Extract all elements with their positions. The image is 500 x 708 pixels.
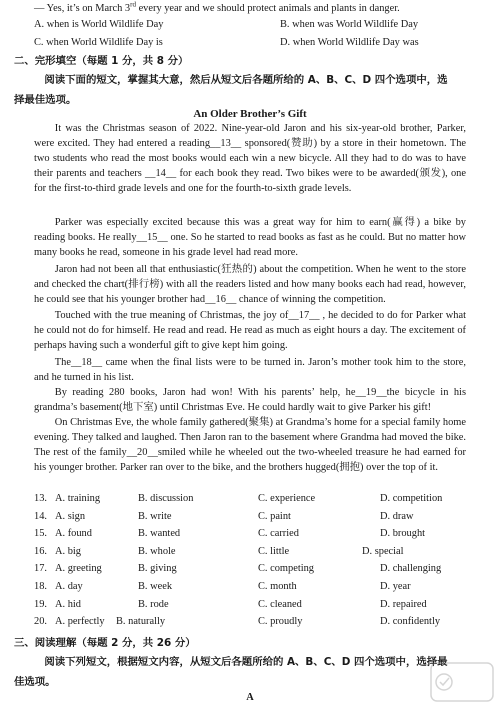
question-number: 18. — [34, 581, 47, 592]
question-number: 16. — [34, 545, 47, 557]
answer-option[interactable]: C. little — [258, 545, 290, 557]
question-row — [0, 509, 500, 524]
answer-option[interactable]: A. big — [55, 545, 81, 557]
answer-option[interactable]: C. experience — [258, 493, 316, 504]
answer-option[interactable]: C. proudly — [258, 616, 303, 628]
answer-option[interactable]: B. naturally — [116, 616, 166, 628]
section-heading: 二、完形填空（每题 1 分，共 8 分） — [14, 55, 189, 67]
question-row — [0, 561, 500, 576]
question-number: 14. — [34, 510, 47, 522]
answer-option[interactable]: D. repaired — [380, 598, 427, 610]
part-letter: A — [246, 692, 254, 703]
answer-option[interactable]: B. giving — [138, 563, 177, 575]
question-row — [0, 491, 500, 506]
answer-option[interactable]: A. found — [55, 528, 92, 540]
dialog-line: — Yes, it’s on March 3rd every year and we should protect animals and plants in danger. — [34, 0, 400, 14]
answer-option[interactable]: B. write — [138, 510, 172, 522]
option-b[interactable]: B. when was World Wildlife Day — [280, 19, 419, 30]
question-number: 13. — [34, 493, 47, 504]
answer-option[interactable]: B. wanted — [138, 528, 181, 540]
answer-option[interactable]: D. challenging — [380, 563, 442, 575]
question-row — [0, 614, 500, 629]
option-row — [0, 35, 500, 50]
answer-option[interactable]: B. discussion — [138, 493, 194, 504]
question-row — [0, 526, 500, 541]
answer-option[interactable]: D. year — [380, 581, 411, 592]
passage-paragraph: Parker was especially excited because this was a great way for him to earn(赢得) a bike by reading books. He really__15__ one. So he started to read books as fast as he could. But no matter how many books he read, someone in his grade level had read more. — [34, 217, 466, 259]
answer-option[interactable]: B. rode — [138, 598, 169, 610]
passage-title: An Older Brother’s Gift — [193, 108, 307, 120]
watermark-logo — [430, 662, 494, 702]
question-number: 20. — [34, 616, 47, 628]
answer-option[interactable]: C. competing — [258, 563, 314, 575]
question-number: 19. — [34, 598, 47, 610]
option-d[interactable]: D. when World Wildlife Day was — [280, 37, 419, 48]
option-c[interactable]: C. when World Wildlife Day is — [34, 37, 163, 48]
answer-option[interactable]: A. training — [55, 493, 101, 504]
passage-paragraph: It was the Christmas season of 2022. Nine-year-old Jaron and his six-year-old brother, Parker, were excited. They had entered a reading__13__ sponsored(赞助) by a store in their hometown. The two students who read the most books would each win a new bicycle. All they had to do was to have their parents and teachers __14__ for each book they read. Two bikes were to be awarded(颁发), one for the first-to-third grade levels and one for the fourth-to-sixth grade levels. — [34, 123, 466, 195]
section-heading: 三、阅读理解（每题 2 分，共 26 分） — [14, 637, 196, 649]
answer-option[interactable]: B. week — [138, 581, 173, 592]
answer-option[interactable]: C. cleaned — [258, 598, 302, 610]
answer-option[interactable]: A. hid — [55, 598, 81, 610]
question-number: 15. — [34, 528, 47, 540]
answer-option[interactable]: C. paint — [258, 510, 291, 522]
question-row — [0, 544, 500, 559]
passage-paragraph: On Christmas Eve, the whole family gathered(聚集) at Grandma’s home for a special family home evening. They talked and laughed. Then Jaron ran to the basement where Grandma had moved the bike. The rest of the family__20__smiled while he wheeled out the two-wheeled treasure he had earned for his younger brother. Parker ran over to the bike, and the brothers hugged(拥抱) over the top of it. — [34, 417, 466, 474]
answer-option[interactable]: D. special — [362, 545, 404, 557]
answer-option[interactable]: D. brought — [380, 528, 426, 540]
answer-option[interactable]: A. perfectly — [55, 616, 105, 628]
section-instruction: 阅读下列短文，根据短文内容，从短文后各题所给的 A、B、C、D 四个选项中，选择最 佳选项。 — [14, 656, 448, 688]
answer-option[interactable]: A. sign — [55, 510, 86, 522]
option-row — [0, 17, 500, 32]
passage-paragraph: By reading 280 books, Jaron had won! With his parents’ help, he__19__the bicycle in his grandma’s basement(地下室) until Christmas Eve. He could hardly wait to give Parker his gift! — [34, 387, 466, 414]
passage-paragraph: Touched with the true meaning of Christmas, the joy of__17__ , he decided to do for Parker what he could not do for himself. He read and read. He read as much as eight hours a day. The excitement of perhaps having such a wonderful gift to give kept him going. — [34, 310, 466, 352]
passage-paragraph: The__18__ came when the final lists were to be turned in. Jaron’s mother took him to the store, and he turned in his list. — [34, 357, 466, 384]
option-a[interactable]: A. when is World Wildlife Day — [34, 19, 164, 30]
section-instruction: 阅读下面的短文，掌握其大意，然后从短文后各题所给的 A、B、C、D 四个选项中，选 择最佳选项。 — [14, 74, 448, 106]
answer-option[interactable]: D. draw — [380, 510, 414, 522]
answer-option[interactable]: C. month — [258, 581, 297, 592]
answer-option[interactable]: D. competition — [380, 493, 443, 504]
answer-option[interactable]: D. confidently — [380, 616, 441, 628]
answer-option[interactable]: A. greeting — [55, 563, 102, 575]
passage-paragraph: Jaron had not been all that enthusiastic(狂热的) about the competition. When he went to the store and checked the chart(排行榜) with all the readers listed and how many books each had read, however, he could see that his younger brother had__16__ chance of winning the competition. — [34, 264, 466, 306]
answer-option[interactable]: C. carried — [258, 528, 299, 540]
question-row — [0, 597, 500, 612]
watermark-icon — [430, 662, 494, 702]
question-number: 17. — [34, 563, 47, 575]
answer-option[interactable]: A. day — [55, 581, 83, 592]
answer-option[interactable]: B. whole — [138, 545, 176, 557]
question-row — [0, 579, 500, 594]
